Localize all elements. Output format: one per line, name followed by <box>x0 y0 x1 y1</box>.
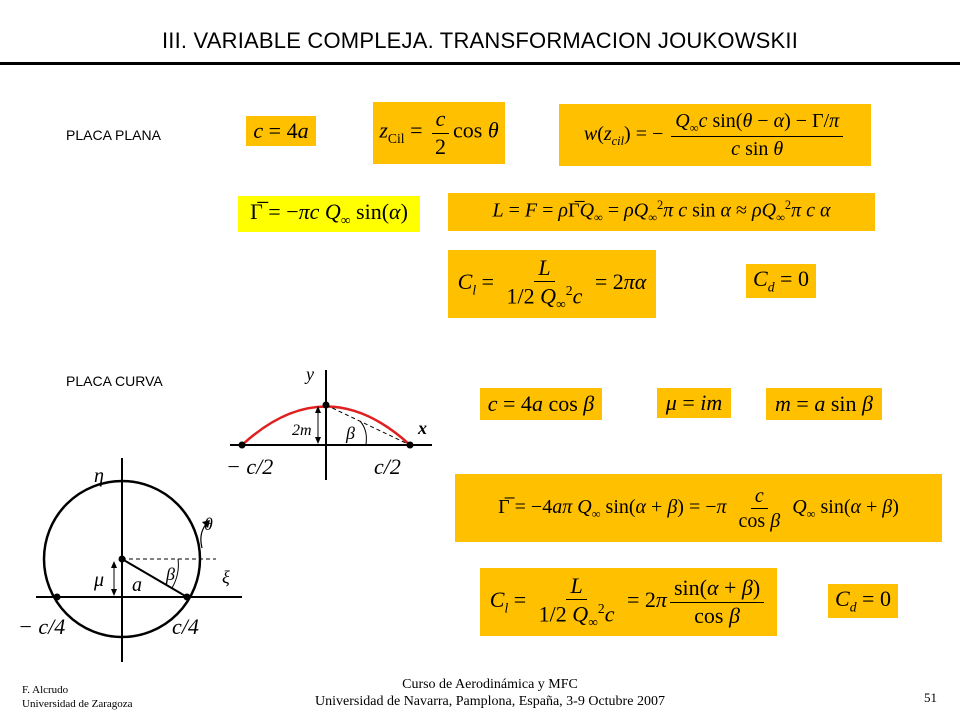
a-label: a <box>132 574 142 596</box>
title-underline <box>0 62 960 65</box>
apex-dot <box>323 402 330 409</box>
formula-cd-curva: $C_d = 0$ <box>828 584 898 618</box>
page-title: III. VARIABLE COMPLEJA. TRANSFORMACION JOUKOWSKII <box>161 28 799 53</box>
formula-lift-force: $L = F = \rho\Gamma̅Q_\infty = \rho Q_\infty^2\pi$ c $\sin \alpha \approx \rho Q_\infty^2\pi$ c α <box>448 193 875 231</box>
minus-c-half-label: − c/2 <box>226 454 274 479</box>
minus-c-quarter-label: − c/4 <box>18 614 66 639</box>
two-m-arrow-bottom <box>315 437 321 444</box>
footer-author: F. Alcrudo <box>22 684 69 696</box>
formula-gamma-curva: Γ̅ = −4aπ $Q_\infty$ sin(α + β) = −π $\frac{c}{\text{cos β}}$ $Q_\infty$ sin(α + β) <box>455 474 942 542</box>
footer-affiliation: Universidad de Zaragoza <box>22 698 133 710</box>
footer-author-block <box>22 683 133 711</box>
footer-course-block <box>270 676 710 710</box>
theta-label: θ <box>204 514 213 534</box>
formula-z-cil: $z_{Cil}$ = $\frac{c}{2}$ cos θ <box>373 102 505 164</box>
formula-m-a-sin-beta: m = a sin β <box>766 388 882 420</box>
eta-label: η <box>94 465 104 487</box>
beta-label: β <box>346 423 355 443</box>
c-half-label: c/2 <box>374 454 401 479</box>
formula-cd-plana: $C_d = 0$ <box>746 264 816 298</box>
y-axis-label: y <box>306 364 314 384</box>
page-number: 51 <box>924 690 937 705</box>
formula-gamma-plana: Γ̅ = −πc $Q_\infty$ sin(α) <box>238 196 420 232</box>
mu-arrow-top <box>111 561 117 568</box>
formula-mu-im: μ = im <box>657 388 731 418</box>
formula-cl-curva: $C_l$ = $\frac{L}{1/2 Q_\infty^2c}$ = 2π $\frac{\sin(\alpha + \beta)}{\text{cos β}}$ <box>480 568 777 636</box>
two-m-label: 2m <box>292 422 312 439</box>
formula-w-z-cil: $w(z_{cil})$ = − $\frac{Q_\infty c \sin(\theta - \alpha) - \Gamma/\pi}{\text{c sin θ}}$ <box>559 104 871 166</box>
beta-label: β <box>166 564 175 584</box>
right-intersection-dot <box>184 594 191 601</box>
c-quarter-label: c/4 <box>172 614 199 639</box>
formula-c-equals-4a: c = 4a <box>246 116 316 146</box>
trailing-edge-dot <box>407 442 414 449</box>
circle-center-dot <box>119 556 126 563</box>
mu-label: μ <box>94 569 105 591</box>
chord-dashed-line <box>326 405 410 445</box>
footer-course: Curso de Aerodinámica y MFC <box>402 677 578 692</box>
footer-venue: Universidad de Navarra, Pamplona, España, 3-9 Octubre 2007 <box>315 694 665 709</box>
circle-plane-diagram <box>14 452 246 664</box>
leading-edge-dot <box>239 442 246 449</box>
curved-plate-diagram <box>220 358 440 484</box>
beta-angle-arc <box>360 421 366 444</box>
formula-c-4a-cos-beta: c = 4a cos β <box>480 388 602 420</box>
section-label-placa-curva: PLACA CURVA <box>66 373 163 389</box>
mu-arrow-bottom <box>111 589 117 596</box>
xi-label: ξ <box>222 567 230 587</box>
section-label-placa-plana: PLACA PLANA <box>66 127 161 143</box>
formula-cl-plana: $C_l$ = $\frac{L}{1/2 Q_\infty^2c}$ = 2πα <box>448 250 656 318</box>
x-axis-label: x <box>418 418 427 438</box>
left-intersection-dot <box>54 594 61 601</box>
